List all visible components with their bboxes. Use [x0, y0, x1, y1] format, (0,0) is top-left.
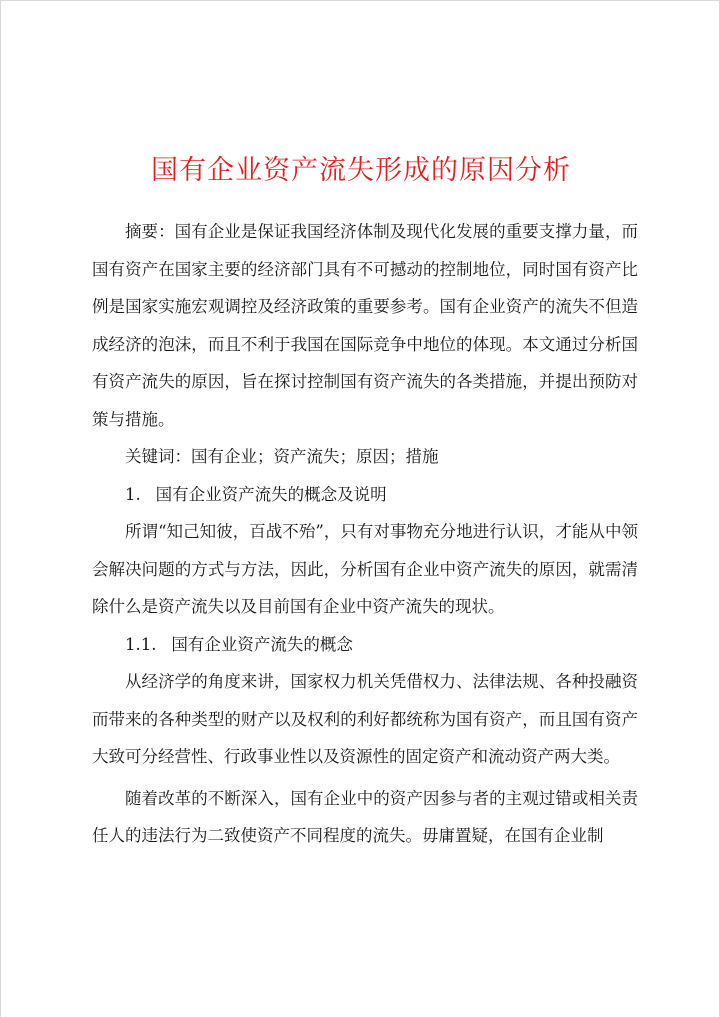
section-1-1-paragraph-1: 从经济学的角度来讲，国家权力机关凭借权力、法律法规、各种投融资而带来的各种类型的财产以及权利的利好都统称为国有资产，而且国有资产大致可分经营性、行政事业性以及资源性的固定资产和流动资产两大类。	[92, 672, 638, 766]
section-1-paragraph: 所谓“知己知彼，百战不殆”，只有对事物充分地进行认识，才能从中领会解决问题的方式与方法，因此，分析国有企业中资产流失的原因，就需清除什么是资产流失以及目前国有企业中资产流失的现状。	[92, 522, 638, 616]
section-1-heading	[92, 476, 638, 514]
abstract-paragraph: 摘要：国有企业是保证我国经济体制及现代化发展的重要支撑力量，而国有资产在国家主要的经济部门具有不可撼动的控制地位，同时国有资产比例是国家实施宏观调控及经济政策的重要参考。国有企业资产的流失不但造成经济的泡沫，而且不利于我国在国际竞争中地位的体现。本文通过分析国有资产流失的原因，旨在探讨控制国有资产流失的各类措施，并提出预防对策与措施。	[92, 222, 638, 429]
document-title: 国有企业资产流失形成的原因分析	[151, 155, 571, 186]
section-1-1-heading	[92, 626, 638, 664]
document-body	[92, 213, 638, 855]
section-1-1-paragraph-2: 随着改革的不断深入，国有企业中的资产因参与者的主观过错或相关责任人的违法行为二致使资产不同程度的流失。毋庸置疑，在国有企业制	[92, 788, 638, 845]
section-1-1-number: 1.1.	[125, 634, 157, 654]
keywords-line: 关键词：国有企业；资产流失；原因；措施	[125, 447, 439, 466]
section-1-1-heading-text: 国有企业资产流失的概念	[171, 634, 353, 654]
section-1-number: 1.	[125, 484, 141, 504]
section-1-heading-text: 国有企业资产流失的概念及说明	[155, 484, 387, 504]
